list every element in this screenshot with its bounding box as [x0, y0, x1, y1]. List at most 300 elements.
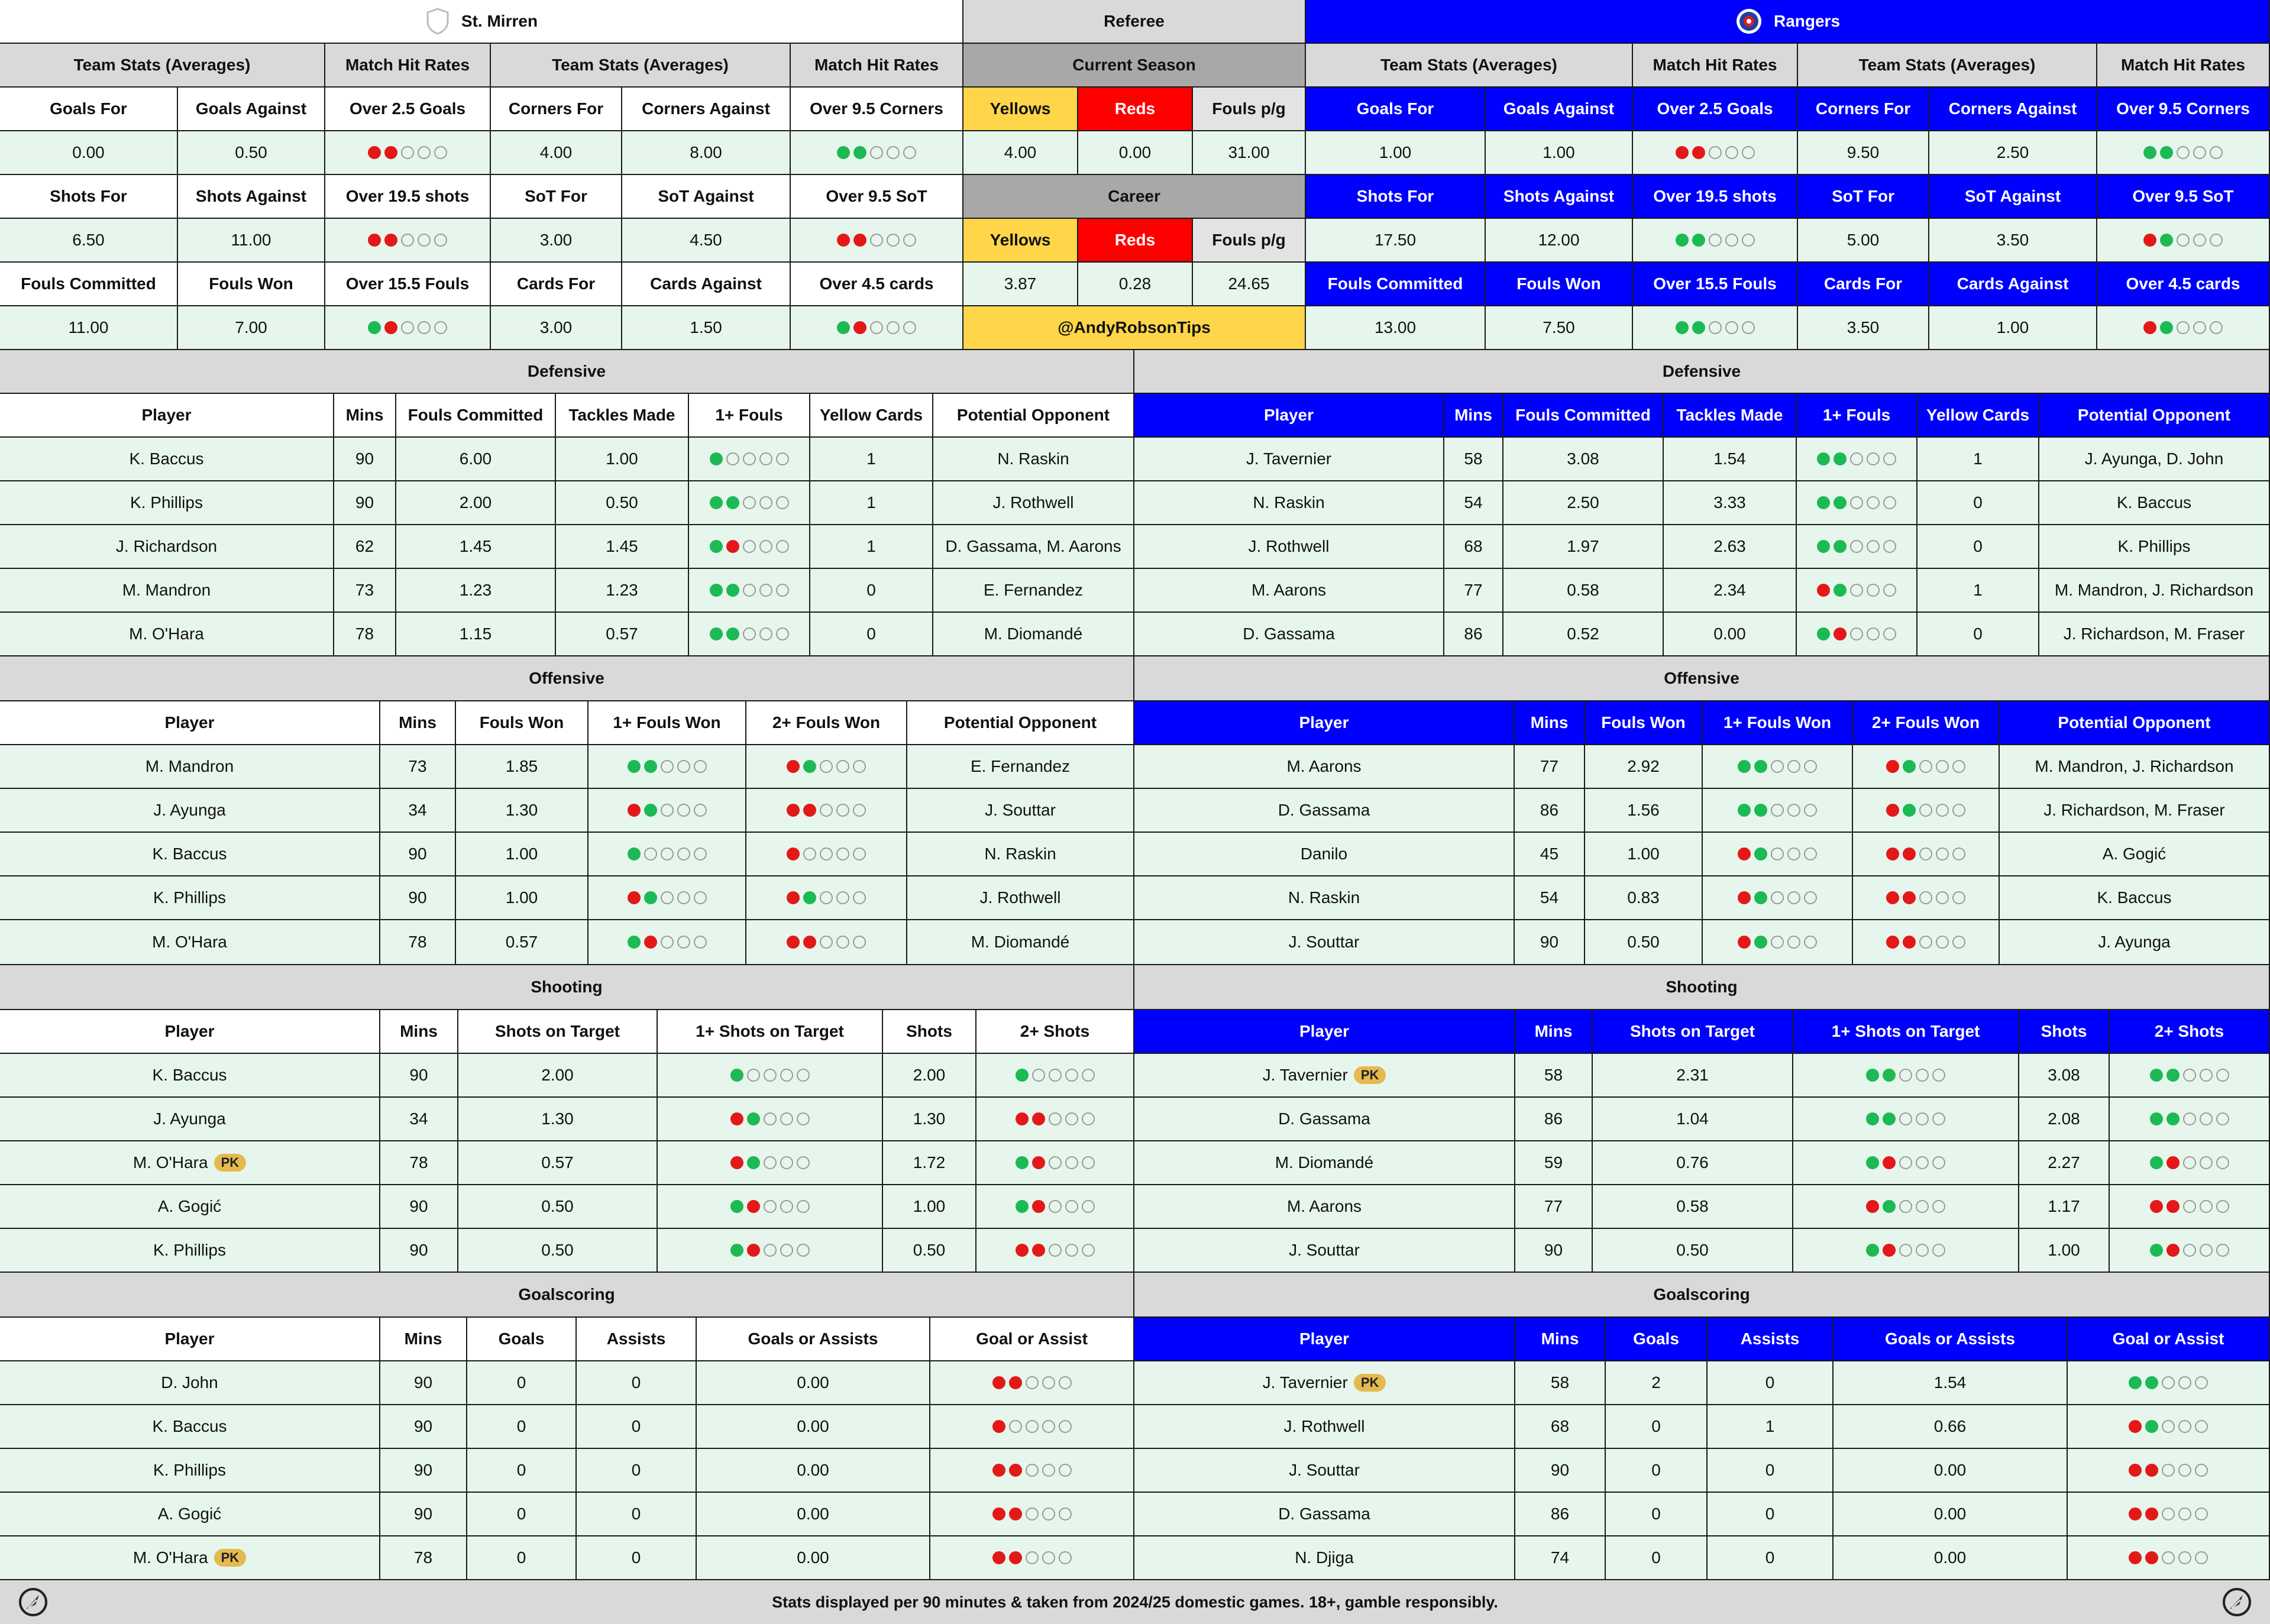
- dot-miss-icon: [787, 891, 800, 904]
- hit-rate-dots: [1633, 131, 1798, 175]
- player-name-cell: [1134, 613, 1444, 656]
- dot-empty-icon: [2195, 1507, 2208, 1521]
- dot-empty-icon: [1952, 936, 1965, 949]
- dot-miss-icon: [1009, 1376, 1022, 1389]
- player-name: K. Baccus: [129, 449, 204, 468]
- dot-empty-icon: [1883, 627, 1896, 640]
- team-stat-value: 7.50: [1486, 306, 1633, 350]
- stat-value: 90: [380, 876, 456, 920]
- dot-empty-icon: [661, 891, 674, 904]
- team-stat-label: Fouls Committed: [0, 263, 178, 306]
- player-name: J. Tavernier: [1246, 449, 1332, 468]
- dot-miss-icon: [1032, 1200, 1045, 1213]
- team-stat-value: 7.00: [178, 306, 325, 350]
- dot-miss-icon: [2145, 1507, 2158, 1521]
- dot-miss-icon: [803, 804, 816, 817]
- dot-empty-icon: [1936, 760, 1949, 773]
- team-stat-value: 4.00: [491, 131, 622, 175]
- dot-empty-icon: [1709, 321, 1722, 334]
- stat-value: 0: [1917, 525, 2039, 569]
- column-header: Assists: [577, 1318, 697, 1361]
- stat-value: 78: [380, 1141, 458, 1185]
- stat-value: 1.23: [396, 569, 556, 613]
- hit-rate-dots: [658, 1098, 883, 1141]
- team-stat-label: Over 2.5 Goals: [1633, 88, 1798, 131]
- dot-miss-icon: [1032, 1244, 1045, 1257]
- stat-value: 0.57: [458, 1141, 658, 1185]
- hit-rate-dots: [588, 920, 746, 965]
- column-header: Potential Opponent: [2039, 394, 2270, 438]
- stat-value: 0.00: [1834, 1493, 2068, 1536]
- team-stat-label: Goals For: [1306, 88, 1486, 131]
- player-name-cell: [0, 1098, 380, 1141]
- dot-hit-icon: [730, 1200, 743, 1213]
- stat-value: 0: [467, 1493, 577, 1536]
- dot-empty-icon: [1787, 760, 1800, 773]
- stat-value: 0: [1606, 1405, 1708, 1449]
- referee-career-value: 3.87: [963, 263, 1078, 306]
- dot-empty-icon: [1919, 804, 1932, 817]
- player-name-cell: [1134, 1229, 1515, 1273]
- dot-empty-icon: [797, 1156, 810, 1169]
- stat-value: 0: [577, 1449, 697, 1493]
- team-stat-label: Corners Against: [622, 88, 791, 131]
- dot-empty-icon: [1082, 1156, 1095, 1169]
- hit-rate-dots: [658, 1054, 883, 1098]
- dot-empty-icon: [2216, 1244, 2229, 1257]
- stat-value: 0.00: [697, 1405, 930, 1449]
- stat-value: 77: [1444, 569, 1503, 613]
- hit-rate-dots: [746, 833, 907, 876]
- shield-icon: [425, 7, 451, 35]
- referee-current-value: 4.00: [963, 131, 1078, 175]
- dot-hit-icon: [853, 146, 866, 159]
- player-name: J. Rothwell: [1248, 537, 1330, 555]
- dot-miss-icon: [992, 1551, 1005, 1564]
- dot-empty-icon: [2162, 1507, 2175, 1521]
- potential-opponent: N. Raskin: [933, 438, 1134, 481]
- dot-hit-icon: [1692, 321, 1705, 334]
- hit-rate-dots: [1793, 1185, 2019, 1229]
- dot-empty-icon: [759, 584, 772, 597]
- player-name: M. Diomandé: [1275, 1153, 1374, 1172]
- dot-empty-icon: [764, 1112, 777, 1125]
- dot-empty-icon: [2216, 1156, 2229, 1169]
- stat-value: 34: [380, 789, 456, 833]
- stat-value: 0.00: [1834, 1449, 2068, 1493]
- dot-hit-icon: [1754, 936, 1767, 949]
- dot-miss-icon: [1692, 146, 1705, 159]
- dot-empty-icon: [2216, 1069, 2229, 1082]
- dot-hit-icon: [1676, 321, 1689, 334]
- dot-hit-icon: [1754, 891, 1767, 904]
- team-stat-label: Fouls Committed: [1306, 263, 1486, 306]
- dot-empty-icon: [1883, 584, 1896, 597]
- potential-opponent: D. Gassama, M. Aarons: [933, 525, 1134, 569]
- potential-opponent: E. Fernandez: [933, 569, 1134, 613]
- player-name: M. Aarons: [1286, 1197, 1362, 1215]
- player-name: J. Souttar: [1289, 1241, 1360, 1259]
- dot-miss-icon: [787, 804, 800, 817]
- penalty-taker-badge: PK: [214, 1154, 247, 1172]
- penalty-taker-badge: PK: [1354, 1374, 1386, 1392]
- column-header: 1+ Fouls: [689, 394, 810, 438]
- dot-empty-icon: [2183, 1156, 2196, 1169]
- player-name: M. Aarons: [1286, 757, 1362, 775]
- dot-empty-icon: [1082, 1069, 1095, 1082]
- team-stat-label: Shots Against: [178, 175, 325, 219]
- dot-empty-icon: [2178, 1420, 2191, 1433]
- dot-empty-icon: [1899, 1244, 1912, 1257]
- stat-value: 86: [1515, 789, 1585, 833]
- dot-miss-icon: [1866, 1200, 1879, 1213]
- dot-miss-icon: [730, 1112, 743, 1125]
- dot-empty-icon: [2183, 1112, 2196, 1125]
- dot-empty-icon: [2195, 1551, 2208, 1564]
- stat-value: 78: [380, 1536, 467, 1580]
- hit-rate-dots: [1797, 613, 1917, 656]
- dot-hit-icon: [628, 760, 641, 773]
- column-header: 1+ Fouls: [1797, 394, 1917, 438]
- dot-hit-icon: [1866, 1112, 1879, 1125]
- player-name-cell: [1134, 745, 1515, 789]
- column-header: 2+ Fouls Won: [746, 701, 907, 745]
- column-header: Shots on Target: [458, 1010, 658, 1054]
- player-name-cell: [1134, 481, 1444, 525]
- stat-value: 1.30: [883, 1098, 976, 1141]
- twitter-handle: @AndyRobsonTips: [963, 306, 1306, 350]
- hit-rate-dots: [791, 306, 963, 350]
- dot-hit-icon: [2160, 146, 2173, 159]
- dot-empty-icon: [1883, 452, 1896, 465]
- column-header: Goals or Assists: [1834, 1318, 2068, 1361]
- player-name-cell: [0, 613, 334, 656]
- dot-empty-icon: [1804, 891, 1817, 904]
- player-name-cell: [1134, 920, 1515, 965]
- referee-stat-label: Reds: [1078, 88, 1193, 131]
- player-name-cell: [1134, 1098, 1515, 1141]
- player-name-cell: [0, 569, 334, 613]
- stat-value: 1: [810, 438, 933, 481]
- dot-miss-icon: [787, 760, 800, 773]
- dot-miss-icon: [1738, 891, 1751, 904]
- dot-hit-icon: [1866, 1156, 1879, 1169]
- dot-miss-icon: [384, 234, 397, 247]
- dot-empty-icon: [797, 1200, 810, 1213]
- dot-empty-icon: [2210, 146, 2223, 159]
- dot-hit-icon: [628, 936, 641, 949]
- dot-empty-icon: [677, 936, 690, 949]
- potential-opponent: E. Fernandez: [907, 745, 1134, 789]
- dot-hit-icon: [837, 321, 850, 334]
- dot-hit-icon: [730, 1069, 743, 1082]
- dot-hit-icon: [1738, 804, 1751, 817]
- hit-rate-dots: [746, 745, 907, 789]
- stat-value: 0.00: [697, 1493, 930, 1536]
- dot-miss-icon: [1883, 1244, 1896, 1257]
- dot-miss-icon: [1886, 936, 1899, 949]
- player-name-cell: [1134, 1536, 1515, 1580]
- player-name: Danilo: [1300, 845, 1348, 863]
- referee-stat-label: Yellows: [963, 219, 1078, 263]
- dot-hit-icon: [710, 540, 723, 553]
- player-name-cell: [0, 1054, 380, 1098]
- stat-value: 0.50: [458, 1229, 658, 1273]
- dot-empty-icon: [780, 1069, 793, 1082]
- dot-miss-icon: [853, 321, 866, 334]
- away-team-header: [1306, 0, 2270, 44]
- stat-value: 1.15: [396, 613, 556, 656]
- hit-rate-dots: [1797, 569, 1917, 613]
- dot-empty-icon: [797, 1112, 810, 1125]
- player-name-cell: [1134, 789, 1515, 833]
- column-header: Fouls Won: [1585, 701, 1703, 745]
- potential-opponent: K. Baccus: [2039, 481, 2270, 525]
- dot-empty-icon: [1850, 540, 1863, 553]
- dot-empty-icon: [677, 804, 690, 817]
- dot-hit-icon: [1866, 1244, 1879, 1257]
- dot-hit-icon: [1834, 540, 1847, 553]
- dot-empty-icon: [694, 936, 707, 949]
- team-stat-label: Cards Against: [622, 263, 791, 306]
- hit-rate-dots: [588, 833, 746, 876]
- stat-value: 73: [380, 745, 456, 789]
- player-name: A. Gogić: [157, 1505, 222, 1523]
- referee-current-value: 31.00: [1193, 131, 1306, 175]
- dot-empty-icon: [870, 321, 883, 334]
- dot-hit-icon: [1676, 234, 1689, 247]
- dot-empty-icon: [820, 936, 833, 949]
- dot-empty-icon: [1026, 1551, 1039, 1564]
- dot-empty-icon: [1916, 1112, 1929, 1125]
- dot-empty-icon: [2178, 1507, 2191, 1521]
- dot-empty-icon: [764, 1069, 777, 1082]
- dot-miss-icon: [1676, 146, 1689, 159]
- dot-miss-icon: [2143, 234, 2156, 247]
- stat-value: 1.45: [396, 525, 556, 569]
- stat-value: 2.92: [1585, 745, 1703, 789]
- dot-empty-icon: [870, 234, 883, 247]
- dot-empty-icon: [836, 847, 849, 860]
- team-stat-value: 3.50: [1929, 219, 2097, 263]
- dot-empty-icon: [1919, 936, 1932, 949]
- hit-rate-dots: [930, 1449, 1134, 1493]
- potential-opponent: K. Phillips: [2039, 525, 2270, 569]
- dot-empty-icon: [2193, 234, 2206, 247]
- player-name: J. Ayunga: [153, 801, 226, 819]
- dot-hit-icon: [710, 627, 723, 640]
- team-stats-group-label: Team Stats (Averages): [0, 44, 325, 88]
- dot-hit-icon: [1866, 1069, 1879, 1082]
- hit-rate-dots: [689, 481, 810, 525]
- dot-empty-icon: [1804, 760, 1817, 773]
- hit-rate-dots: [1797, 481, 1917, 525]
- player-name: K. Phillips: [153, 1461, 226, 1479]
- stat-value: 2: [1606, 1361, 1708, 1405]
- dot-hit-icon: [1738, 760, 1751, 773]
- team-stat-label: Over 4.5 cards: [791, 263, 963, 306]
- dot-miss-icon: [1903, 891, 1916, 904]
- column-header: Yellow Cards: [1917, 394, 2039, 438]
- potential-opponent: A. Gogić: [2000, 833, 2270, 876]
- dot-empty-icon: [776, 540, 789, 553]
- column-header: 1+ Fouls Won: [588, 701, 746, 745]
- hit-rate-dots: [791, 131, 963, 175]
- dot-empty-icon: [747, 1069, 760, 1082]
- hit-rate-dots: [2097, 219, 2270, 263]
- column-header: 2+ Shots: [2110, 1010, 2270, 1054]
- stat-value: 0: [577, 1493, 697, 1536]
- stat-value: 2.00: [883, 1054, 976, 1098]
- column-header: Assists: [1708, 1318, 1834, 1361]
- column-header: Player: [1134, 1010, 1515, 1054]
- team-stat-label: Shots For: [1306, 175, 1486, 219]
- team-stat-label: Over 9.5 SoT: [791, 175, 963, 219]
- player-name-cell: [1134, 1141, 1515, 1185]
- section-title-offensive: Offensive: [1134, 656, 2270, 701]
- dot-miss-icon: [726, 540, 739, 553]
- stat-value: 0.00: [1664, 613, 1797, 656]
- column-header: Potential Opponent: [2000, 701, 2270, 745]
- dot-miss-icon: [2145, 1551, 2158, 1564]
- dot-empty-icon: [1932, 1112, 1945, 1125]
- stat-value: 0: [1606, 1536, 1708, 1580]
- dot-empty-icon: [677, 760, 690, 773]
- dot-empty-icon: [418, 321, 431, 334]
- dot-empty-icon: [2162, 1420, 2175, 1433]
- dot-empty-icon: [1932, 1069, 1945, 1082]
- stat-value: 78: [334, 613, 396, 656]
- stat-value: 0: [467, 1361, 577, 1405]
- player-name-cell: [1134, 833, 1515, 876]
- dot-empty-icon: [2193, 321, 2206, 334]
- player-name: D. Gassama: [1278, 1109, 1370, 1128]
- dot-miss-icon: [787, 847, 800, 860]
- player-name-cell: [1134, 876, 1515, 920]
- stat-value: 2.34: [1664, 569, 1797, 613]
- stat-value: 68: [1515, 1405, 1606, 1449]
- dot-miss-icon: [787, 936, 800, 949]
- dot-empty-icon: [776, 496, 789, 509]
- player-name: N. Raskin: [1288, 888, 1360, 907]
- dot-empty-icon: [1742, 321, 1755, 334]
- player-name: K. Phillips: [153, 1241, 226, 1259]
- dot-empty-icon: [2177, 234, 2190, 247]
- dot-empty-icon: [2200, 1200, 2213, 1213]
- dot-hit-icon: [1903, 804, 1916, 817]
- stat-value: 0.50: [556, 481, 689, 525]
- potential-opponent: M. Mandron, J. Richardson: [2000, 745, 2270, 789]
- home-team-name: St. Mirren: [461, 12, 538, 30]
- dot-empty-icon: [1850, 496, 1863, 509]
- stat-value: 2.31: [1593, 1054, 1793, 1098]
- dot-hit-icon: [2160, 234, 2173, 247]
- stat-value: 1.54: [1664, 438, 1797, 481]
- dot-miss-icon: [384, 321, 397, 334]
- dot-empty-icon: [743, 496, 756, 509]
- dot-hit-icon: [2150, 1069, 2163, 1082]
- column-header: Mins: [1515, 1318, 1606, 1361]
- hit-rate-dots: [2068, 1536, 2270, 1580]
- stat-value: 3.08: [2019, 1054, 2110, 1098]
- dot-miss-icon: [2143, 321, 2156, 334]
- dot-empty-icon: [2177, 146, 2190, 159]
- dot-empty-icon: [1916, 1244, 1929, 1257]
- player-name: K. Phillips: [130, 493, 203, 512]
- dot-empty-icon: [1932, 1156, 1945, 1169]
- dot-empty-icon: [759, 496, 772, 509]
- dot-empty-icon: [887, 321, 900, 334]
- stat-value: 0: [1708, 1361, 1834, 1405]
- dot-empty-icon: [2216, 1200, 2229, 1213]
- dot-empty-icon: [2178, 1464, 2191, 1477]
- hit-rate-dots: [930, 1493, 1134, 1536]
- dot-hit-icon: [803, 891, 816, 904]
- dot-hit-icon: [1834, 584, 1847, 597]
- hit-rate-dots: [976, 1098, 1134, 1141]
- potential-opponent: M. Diomandé: [907, 920, 1134, 965]
- dot-miss-icon: [1009, 1551, 1022, 1564]
- hit-rate-dots: [2097, 131, 2270, 175]
- match-hit-rates-group-label: Match Hit Rates: [2097, 44, 2270, 88]
- team-stat-label: Over 19.5 shots: [325, 175, 491, 219]
- dot-empty-icon: [434, 321, 447, 334]
- dot-empty-icon: [780, 1112, 793, 1125]
- player-name-cell: [1134, 438, 1444, 481]
- team-stat-value: 4.50: [622, 219, 791, 263]
- dot-miss-icon: [1886, 847, 1899, 860]
- dot-empty-icon: [1065, 1156, 1078, 1169]
- dot-empty-icon: [2193, 146, 2206, 159]
- team-stat-value: 5.00: [1798, 219, 1929, 263]
- player-name-cell: [0, 1493, 380, 1536]
- dot-miss-icon: [837, 234, 850, 247]
- potential-opponent: M. Diomandé: [933, 613, 1134, 656]
- dot-empty-icon: [1725, 321, 1738, 334]
- dot-empty-icon: [743, 627, 756, 640]
- hit-rate-dots: [1853, 745, 2000, 789]
- stat-value: 0.52: [1503, 613, 1664, 656]
- column-header: Fouls Committed: [1503, 394, 1664, 438]
- stat-value: 1.00: [2019, 1229, 2110, 1273]
- player-name: D. Gassama: [1243, 625, 1335, 643]
- dot-hit-icon: [1692, 234, 1705, 247]
- column-header: Goals: [467, 1318, 577, 1361]
- dot-empty-icon: [2183, 1244, 2196, 1257]
- column-header: Player: [0, 1318, 380, 1361]
- dot-miss-icon: [2166, 1156, 2180, 1169]
- dot-empty-icon: [1742, 146, 1755, 159]
- dot-hit-icon: [1817, 627, 1830, 640]
- dot-empty-icon: [1919, 760, 1932, 773]
- hit-rate-dots: [1703, 789, 1853, 833]
- dot-empty-icon: [780, 1244, 793, 1257]
- dot-empty-icon: [2183, 1069, 2196, 1082]
- dot-empty-icon: [1899, 1200, 1912, 1213]
- stat-value: 58: [1515, 1054, 1593, 1098]
- dot-empty-icon: [2195, 1376, 2208, 1389]
- referee-stat-label: Fouls p/g: [1193, 88, 1306, 131]
- player-name: J. Richardson: [115, 537, 218, 555]
- dot-empty-icon: [1042, 1551, 1055, 1564]
- hit-rate-dots: [930, 1405, 1134, 1449]
- dot-empty-icon: [1709, 234, 1722, 247]
- dot-empty-icon: [401, 234, 414, 247]
- stat-value: 1: [1708, 1405, 1834, 1449]
- dot-empty-icon: [776, 627, 789, 640]
- stat-value: 0: [810, 569, 933, 613]
- player-name: M. Mandron: [122, 581, 211, 599]
